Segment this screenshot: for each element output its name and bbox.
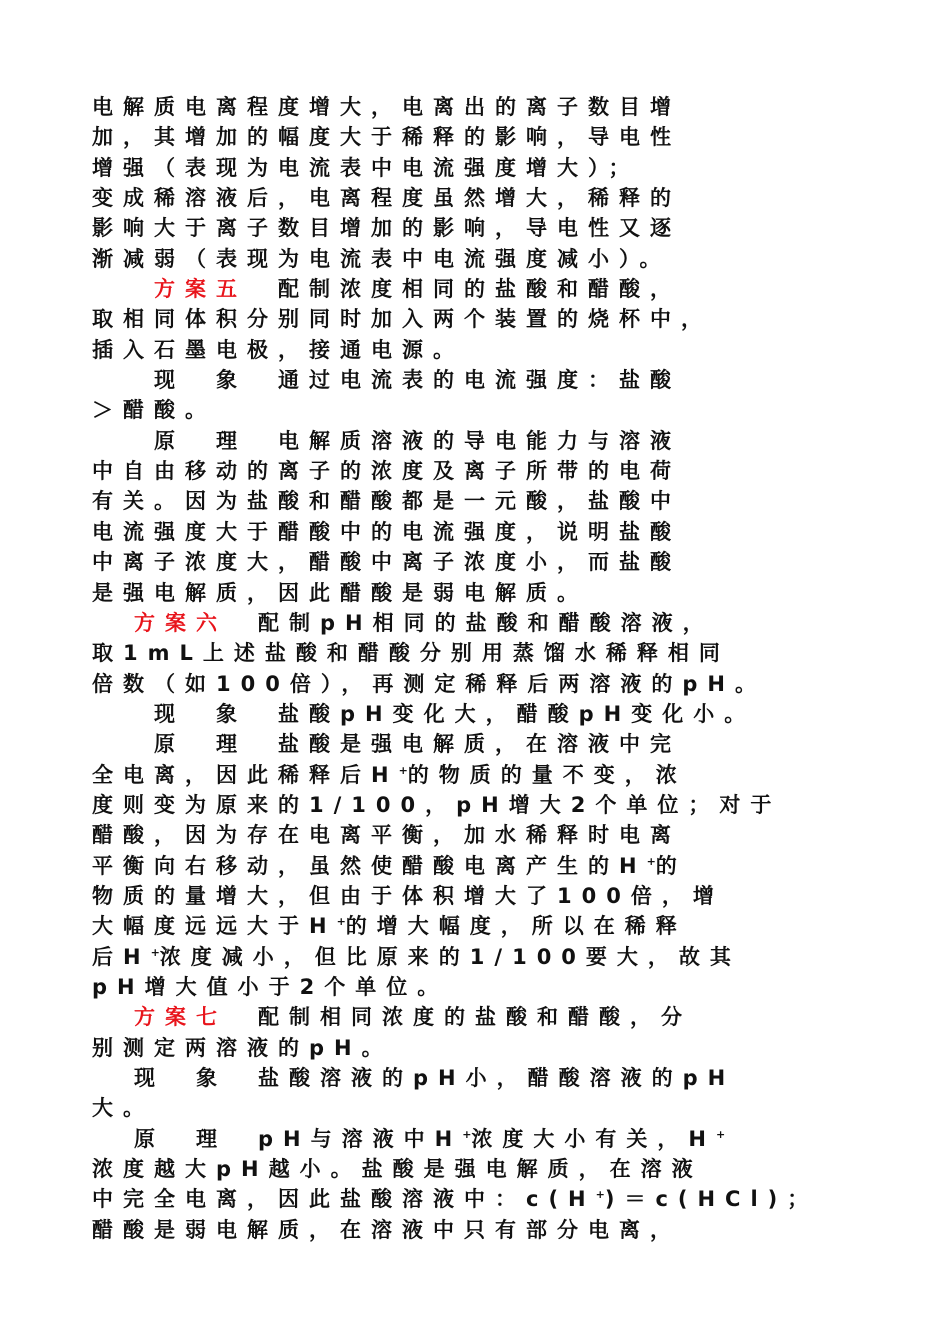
text-line	[92, 92, 872, 122]
text-line	[92, 395, 872, 425]
line-text: 有关。因为盐酸和醋酸都是一元酸，盐酸中	[92, 489, 681, 514]
text-line	[92, 820, 872, 850]
text-line	[92, 547, 872, 577]
text-line	[92, 335, 872, 365]
line-text: 别测定两溶液的pH。	[92, 1035, 393, 1060]
line-text: 后H	[92, 944, 151, 969]
document-body	[92, 92, 872, 1245]
text-line	[92, 638, 872, 668]
section-heading: 方案六	[134, 610, 227, 635]
line-text: 配制相同浓度的盐酸和醋酸，分	[227, 1005, 692, 1030]
line-text: 的物质的量不变，浓	[407, 762, 687, 787]
line-text: 浓度减小，但比原来的1/100要大，故其	[159, 944, 741, 969]
superscript: +	[595, 1188, 605, 1202]
line-text: 度则变为原来的1/100，pH增大2个单位；对于	[92, 792, 782, 817]
text-line	[92, 972, 872, 1002]
section-heading-line	[92, 608, 872, 638]
text-line	[92, 578, 872, 608]
line-text: 倍数（如100倍），再测定稀释后两溶液的pH。	[92, 671, 766, 696]
text-line	[92, 699, 872, 729]
line-text: 渐减弱（表现为电流表中电流强度减小）。	[92, 246, 671, 271]
text-line	[92, 1063, 872, 1093]
line-text: ＞醋酸。	[92, 398, 216, 423]
text-line	[92, 183, 872, 213]
line-text: 中自由移动的离子的浓度及离子所带的电荷	[92, 459, 681, 484]
text-line	[92, 456, 872, 486]
line-text: 的增大幅度，所以在稀释	[345, 914, 687, 939]
line-text: pH增大值小于2个单位。	[92, 974, 449, 999]
text-line	[92, 881, 872, 911]
line-text: 浓度大小有关，H	[471, 1126, 716, 1151]
text-line	[92, 304, 872, 334]
superscript: +	[715, 1127, 726, 1141]
superscript: +	[646, 854, 656, 868]
line-text: 的	[655, 853, 687, 878]
line-text: 现 象 通过电流表的电流强度：盐酸	[154, 368, 681, 393]
line-text: 电解质电离程度增大，电离出的离子数目增	[92, 95, 681, 119]
text-line	[92, 729, 872, 759]
text-line	[92, 851, 872, 881]
text-line	[92, 1033, 872, 1063]
text-line	[92, 1154, 872, 1184]
text-line	[92, 942, 872, 972]
line-text: 现 象 盐酸pH变化大，醋酸pH变化小。	[154, 701, 756, 726]
line-text: 中完全电离，因此盐酸溶液中：c(H	[92, 1187, 596, 1212]
line-text: 醋酸是弱电解质，在溶液中只有部分电离，	[92, 1217, 681, 1242]
line-text: 大幅度远远大于H	[92, 914, 337, 939]
text-line	[92, 365, 872, 395]
line-text: 加，其增加的幅度大于稀释的影响，导电性	[92, 125, 681, 150]
superscript: +	[336, 915, 346, 929]
line-text: 平衡向右移动，虽然使醋酸电离产生的H	[92, 853, 647, 878]
superscript: +	[398, 763, 408, 777]
section-heading: 方案七	[134, 1005, 227, 1030]
text-line	[92, 1184, 872, 1214]
text-line	[92, 517, 872, 547]
line-text: 物质的量增大，但由于体积增大了100倍，增	[92, 883, 724, 908]
line-text: 影响大于离子数目增加的影响，导电性又逐	[92, 216, 681, 241]
line-text: 电流强度大于醋酸中的电流强度，说明盐酸	[92, 519, 681, 544]
text-line	[92, 244, 872, 274]
text-line	[92, 760, 872, 790]
line-text: 现 象 盐酸溶液的pH小，醋酸溶液的pH	[134, 1066, 736, 1090]
text-line	[92, 1093, 872, 1123]
line-text: 全电离，因此稀释后H	[92, 762, 399, 787]
text-line	[92, 426, 872, 456]
line-text: 大。	[92, 1096, 154, 1121]
superscript: +	[462, 1127, 472, 1141]
line-text: )＝c(HCl)；	[604, 1187, 819, 1212]
text-line	[92, 153, 872, 183]
line-text: 变成稀溶液后，电离程度虽然增大，稀释的	[92, 186, 681, 211]
line-text: 是强电解质，因此醋酸是弱电解质。	[92, 580, 588, 605]
line-text: 醋酸，因为存在电离平衡，加水稀释时电离	[92, 823, 681, 848]
text-line	[92, 213, 872, 243]
section-heading-line	[92, 1002, 872, 1032]
text-line	[92, 790, 872, 820]
line-text: 原 理 pH与溶液中H	[134, 1126, 463, 1151]
text-line	[92, 1124, 872, 1154]
superscript: +	[150, 945, 160, 959]
text-line	[92, 122, 872, 152]
text-line	[92, 1215, 872, 1245]
line-text: 插入石墨电极，接通电源。	[92, 337, 464, 362]
line-text: 中离子浓度大，醋酸中离子浓度小，而盐酸	[92, 550, 681, 575]
text-line	[92, 669, 872, 699]
text-line	[92, 486, 872, 516]
line-text: 配制pH相同的盐酸和醋酸溶液，	[227, 610, 714, 635]
line-text: 原 理 盐酸是强电解质，在溶液中完	[154, 732, 681, 757]
line-text: 增强（表现为电流表中电流强度增大）；	[92, 155, 640, 180]
section-heading: 方案五	[154, 277, 247, 302]
line-text: 原 理 电解质溶液的导电能力与溶液	[154, 428, 681, 453]
section-heading-line	[92, 274, 872, 304]
line-text: 取相同体积分别同时加入两个装置的烧杯中，	[92, 307, 712, 332]
text-line	[92, 911, 872, 941]
line-text: 浓度越大pH越小。盐酸是强电解质，在溶液	[92, 1157, 703, 1182]
line-text: 取1mL上述盐酸和醋酸分别用蒸馏水稀释相同	[92, 641, 730, 666]
line-text: 配制浓度相同的盐酸和醋酸，	[247, 277, 681, 302]
